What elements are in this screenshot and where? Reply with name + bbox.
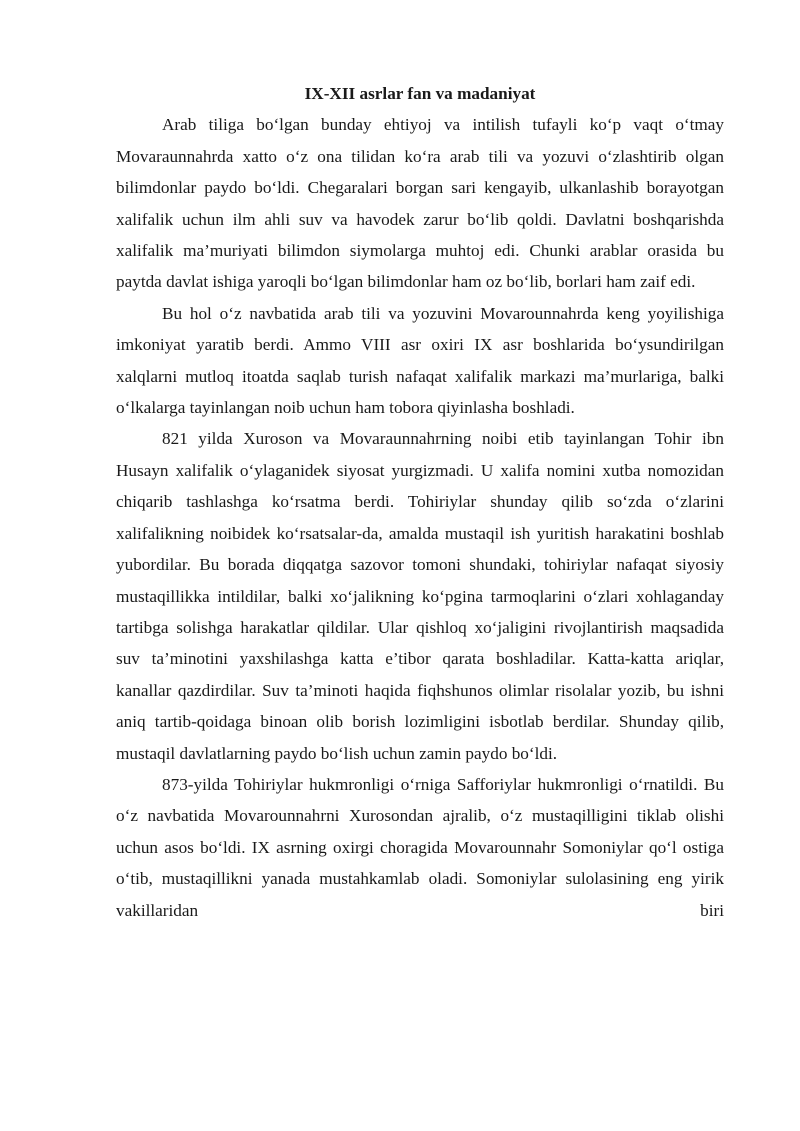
paragraph-2: Bu hol o‘z navbatida arab tili va yozuvini Movarounnahrda keng yoyilishiga imkoniyat yaratib berdi. Ammo VIII asr oxiri IX asr boshlarida bo‘ysundirilgan xalqlarni mutloq itoatda saqlab turish nafaqat xalifalik markazi ma’murlariga, balki o‘lkalarga tayinlangan noib uchun ham tobora qiyinlasha boshladi. xyxy=(116,303,724,418)
document-body xyxy=(116,78,724,926)
paragraph-3: 821 yilda Xuroson va Movaraunnahrning noibi etib tayinlangan Tohir ibn Husayn xalifalik o‘ylaganidek siyosat yurgizmadi. U xalifa nomini xutba nomozidan chiqarib tashlashga ko‘rsatma berdi. Tohiriylar shunday qilib so‘zda o‘zlarini xalifalikning noibidek ko‘rsatsalar-da, amalda mustaqil ish yuritish harakatini boshlab yubordilar. Bu borada diqqatga sazovor tomoni shundaki, tohiriylar nafaqat siyosiy mustaqillikka intildilar, balki xo‘jalikning ko‘pgina tarmoqlarini o‘zlari xohlaganday tartibga solishga harakatlar qildilar. Ular qishloq xo‘jaligini rivojlantirish maqsadida suv ta’minotini yaxshilashga katta e’tibor qarata boshladilar. Katta-katta ariqlar, kanallar qazdirdilar. Suv ta’minoti haqida fiqhshunos olimlar risolalar yozib, bu ishni aniq tartib-qoidaga binoan olib borish lozimligini isbotlab berdilar. Shunday qilib, mustaqil davlatlarning paydo bo‘lish uchun zamin paydo bo‘ldi. xyxy=(116,429,724,763)
document-title: IX-XII asrlar fan va madaniyat xyxy=(304,84,536,103)
paragraph-1: Arab tiliga bo‘lgan bunday ehtiyoj va intilish tufayli ko‘p vaqt o‘tmay Movaraunnahrda xatto o‘z ona tilidan ko‘ra arab tili va yozuvi o‘zlashtirib olgan bilimdonlar paydo bo‘ldi. Chegaralari borgan sari kengayib, ulkanlashib borayotgan xalifalik uchun ilm ahli suv va havodek zarur bo‘lib qoldi. Davlatni boshqarishda xalifalik ma’muriyati bilimdon siymolarga muhtoj edi. Chunki arablar orasida bu paytda davlat ishiga yaroqli bo‘lgan bilimdonlar ham oz bo‘lib, borlari ham zaif edi. xyxy=(116,115,724,292)
paragraph-4: 873-yilda Tohiriylar hukmronligi o‘rniga Safforiylar hukmronligi o‘rnatildi. Bu o‘z navbatida Movarounnahrni Xurosondan ajralib, o‘z mustaqilligini tiklab olishi uchun asos bo‘ldi. IX asrning oxirgi choragida Movarounnahr Somoniylar qo‘l ostiga o‘tib, mustaqillikni yanada mustahkamlab oladi. Somoniylar sulolasining eng yirik vakillaridan biri xyxy=(116,774,724,920)
